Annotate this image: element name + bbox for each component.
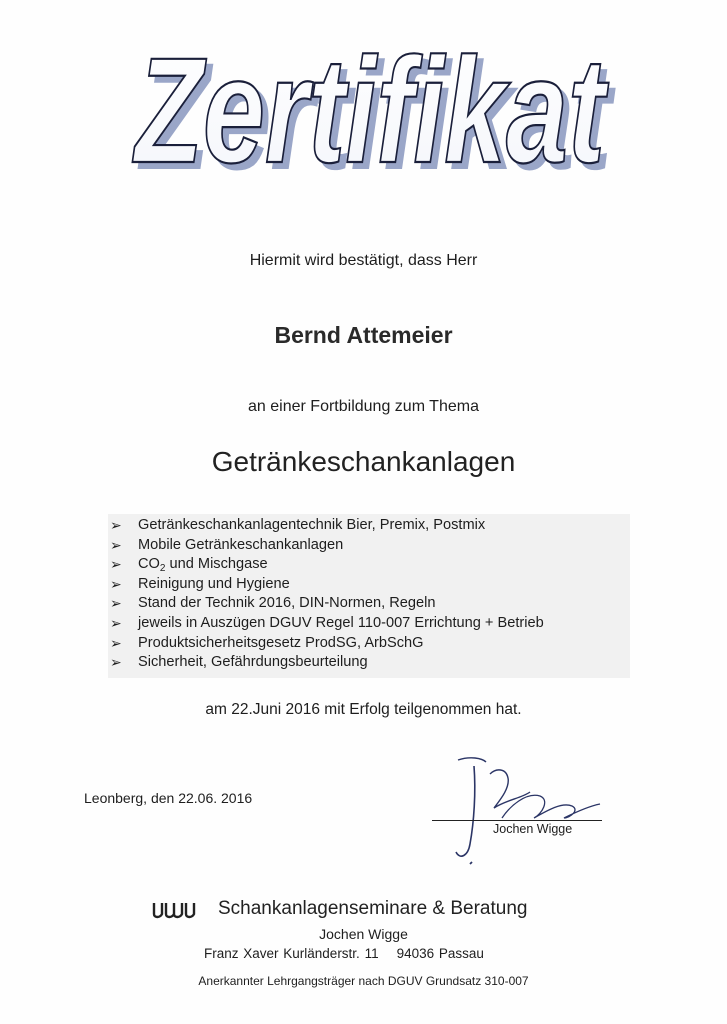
signature-line [432, 820, 602, 821]
organization-person: Jochen Wigge [319, 926, 408, 942]
topic-text: Reinigung und Hygiene [138, 575, 290, 592]
arrowhead-bullet-icon: ➢ [110, 654, 122, 671]
closing-text: am 22.Juni 2016 mit Erfolg teilgenommen hat. [205, 701, 522, 718]
topic-text: jeweils in Auszügen DGUV Regel 110-007 Errichtung + Betrieb [138, 614, 544, 631]
topic-list-item [108, 536, 630, 556]
jw-logo-icon [150, 900, 196, 920]
handwritten-signature [430, 752, 630, 872]
organization-name: Schankanlagenseminare & Beratung [218, 898, 528, 919]
topic-text: Stand der Technik 2016, DIN-Normen, Regeln [138, 595, 436, 612]
accreditation-note: Anerkannter Lehrgangsträger nach DGUV Grundsatz 310-007 [198, 974, 529, 988]
intro-text: Hiermit wird bestätigt, dass Herr [249, 252, 478, 269]
thema-intro-text: an einer Fortbildung zum Thema [248, 398, 479, 415]
topic-list-item [108, 614, 630, 634]
topic-list-item [108, 653, 630, 673]
course-topic: Getränkeschankanlagen [211, 446, 516, 477]
title-shadow: Zertifikat [138, 32, 616, 198]
topic-list-item [108, 634, 630, 654]
topic-text: Sicherheit, Gefährdungsbeurteilung [138, 654, 368, 671]
arrowhead-bullet-icon: ➢ [110, 517, 122, 533]
place-and-date: Leonberg, den 22.06. 2016 [84, 790, 253, 806]
topic-list-item [108, 594, 630, 614]
recipient-name: Bernd Attemeier [274, 322, 453, 348]
certificate-title [120, 28, 620, 198]
organization-street: Franz Xaver Kurländerstr. 11 [204, 946, 379, 961]
topic-text: CO [138, 556, 160, 573]
arrowhead-bullet-icon: ➢ [110, 575, 122, 592]
topic-list-item [108, 575, 630, 595]
topic-subscript: 2 [159, 563, 166, 575]
topic-list [108, 514, 630, 678]
organization-address [204, 946, 484, 961]
arrowhead-bullet-icon: ➢ [110, 614, 122, 631]
organization-city: 94036 Passau [396, 946, 484, 961]
arrowhead-bullet-icon: ➢ [110, 536, 122, 553]
topic-text: Mobile Getränkeschankanlagen [138, 536, 344, 553]
topic-text: Getränkeschankanlagentechnik Bier, Premix, Postmix [138, 517, 486, 533]
signer-name: Jochen Wigge [493, 822, 573, 836]
topic-text: Produktsicherheitsgesetz ProdSG, ArbSchG [138, 634, 424, 651]
arrowhead-bullet-icon: ➢ [110, 556, 122, 573]
arrowhead-bullet-icon: ➢ [110, 595, 122, 612]
topic-text-suffix: und Mischgase [165, 556, 268, 573]
topic-list-item [108, 516, 630, 536]
title-text: Zertifikat [132, 28, 610, 194]
arrowhead-bullet-icon: ➢ [110, 634, 122, 651]
topic-list-item [108, 555, 630, 575]
